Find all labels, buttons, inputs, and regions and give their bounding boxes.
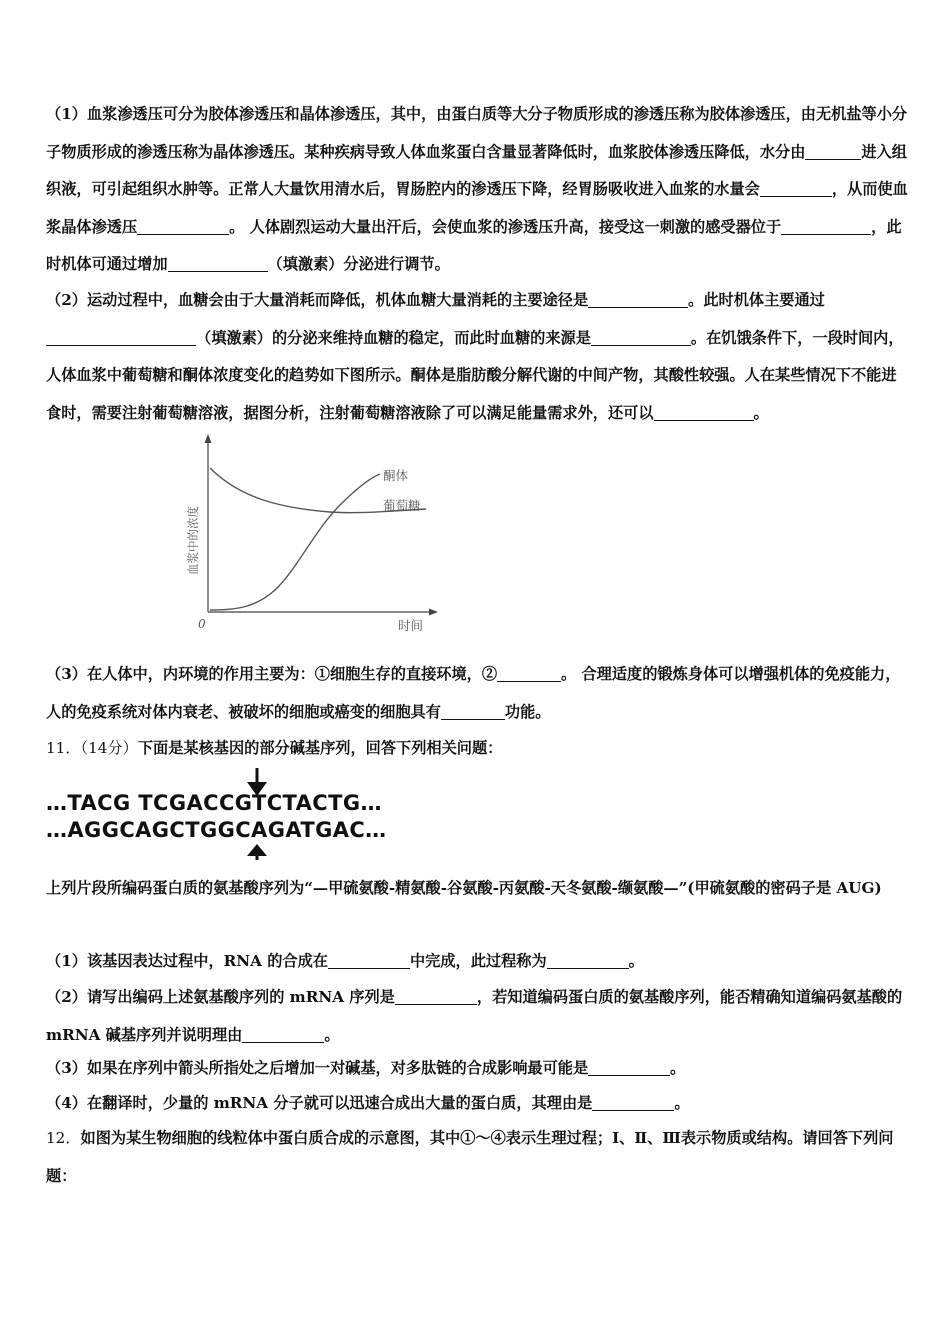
answer-blank[interactable] [242, 1026, 324, 1043]
answer-blank[interactable] [592, 1094, 674, 1111]
answer-blank[interactable] [328, 952, 410, 969]
q10-part1: （1）血浆渗透压可分为胶体渗透压和晶体渗透压，其中，由蛋白质等大分子物质形成的渗透压称为胶体渗透压，由无机盐等小分子物质形成的渗透压称为晶体渗透压。某种疾病导致人体血浆蛋白含量显著降低时，血浆胶体渗透压降低，水分由 进入组织液，可引起组织水肿等。正常人大量饮用清水后，胃肠腔内的渗透压下降，经胃肠吸收进入血浆的水量会 ，从而使血浆晶体渗透压 。 人体剧烈运动大量出汗后，会使血浆的渗透压升高，接受这一刺激的感受器位于 ，此时机体可通过增加 （填激素）分泌进行调节。 [46, 105, 908, 273]
q11-part4: （4）在翻译时，少量的 mRNA 分子就可以迅速合成出大量的蛋白质，其理由是 。 [46, 1094, 690, 1112]
x-axis-arrow [429, 609, 438, 616]
q11-part1: （1）该基因表达过程中，RNA 的合成在 中完成，此过程称为 。 [46, 952, 644, 970]
q11-part3: （3）如果在序列中箭头所指处之后增加一对碱基，对多肽链的合成影响最可能是 。 [46, 1059, 686, 1077]
answer-blank[interactable] [588, 1059, 670, 1076]
y-axis-label: 血浆中的浓度 [186, 506, 200, 575]
ketone-curve [210, 474, 380, 610]
answer-blank[interactable] [781, 218, 871, 235]
answer-blank[interactable] [497, 665, 561, 682]
q11-description: 上列片段所编码蛋白质的氨基酸序列为“—甲硫氨酸-精氨酸-谷氨酸-丙氨酸-天冬氨酸-缬氨酸—”(甲硫氨酸的密码子是 AUG) [46, 879, 882, 897]
dna-strand-top: …TACG TCGACCGTCTACTG… [46, 791, 382, 815]
answer-blank[interactable] [588, 291, 688, 308]
answer-blank[interactable] [760, 180, 832, 197]
question-number: 11．（14分） [46, 739, 138, 757]
answer-blank[interactable] [395, 988, 477, 1005]
answer-blank[interactable] [654, 404, 754, 421]
answer-blank[interactable] [137, 218, 229, 235]
q10-part3: （3）在人体中，内环境的作用主要为：①细胞生存的直接环境，② 。 合理适度的锻炼身体可以增强机体的免疫能力，人的免疫系统对体内衰老、被破坏的细胞或癌变的细胞具有 功能。 [46, 665, 901, 721]
answer-blank[interactable] [168, 255, 268, 272]
q11-part2: （2）请写出编码上述氨基酸序列的 mRNA 序列是 ，若知道编码蛋白质的氨基酸序列，能否精确知道编码氨基酸的 mRNA 碱基序列并说明理由 。 [46, 988, 903, 1044]
series-label-ketone: 酮体 [383, 468, 409, 483]
answer-blank[interactable] [591, 329, 691, 346]
dna-strand-bottom: …AGGCAGCTGGCAGATGAC… [46, 818, 387, 842]
series-label-glucose: 葡萄糖 [383, 498, 421, 513]
q11-stem: 11．（14分）下面是某核基因的部分碱基序列，回答下列相关问题： [46, 739, 503, 757]
q12-stem: 12．如图为某生物细胞的线粒体中蛋白质合成的示意图，其中①～④表示生理过程；Ⅰ、Ⅱ、Ⅲ表示物质或结构。请回答下列问题： [46, 1129, 894, 1185]
q10-part2: （2）运动过程中，血糖会由于大量消耗而降低，机体血糖大量消耗的主要途径是 。此时机体主要通过（填激素）的分泌来维持血糖的稳定，而此时血糖的来源是 。在饥饿条件下，一段时间内，人体血浆中葡萄糖和酮体浓度变化的趋势如下图所示。酮体是脂肪酸分解代谢的中间产物，其酸性较强。人在某些情况下不能进食时，需要注射葡萄糖溶液，据图分析，注射葡萄糖溶液除了可以满足能量需求外，还可以 。 [46, 291, 904, 422]
answer-blank[interactable] [46, 329, 196, 346]
up-arrow-icon [244, 842, 270, 860]
answer-blank[interactable] [441, 703, 505, 720]
x-axis-label: 时间 [398, 618, 424, 633]
answer-blank[interactable] [547, 952, 629, 969]
answer-blank[interactable] [805, 143, 861, 160]
question-number: 12． [46, 1129, 81, 1147]
y-axis-arrow [205, 434, 212, 443]
concentration-time-figure [180, 430, 460, 635]
origin-label: 0 [198, 617, 206, 631]
